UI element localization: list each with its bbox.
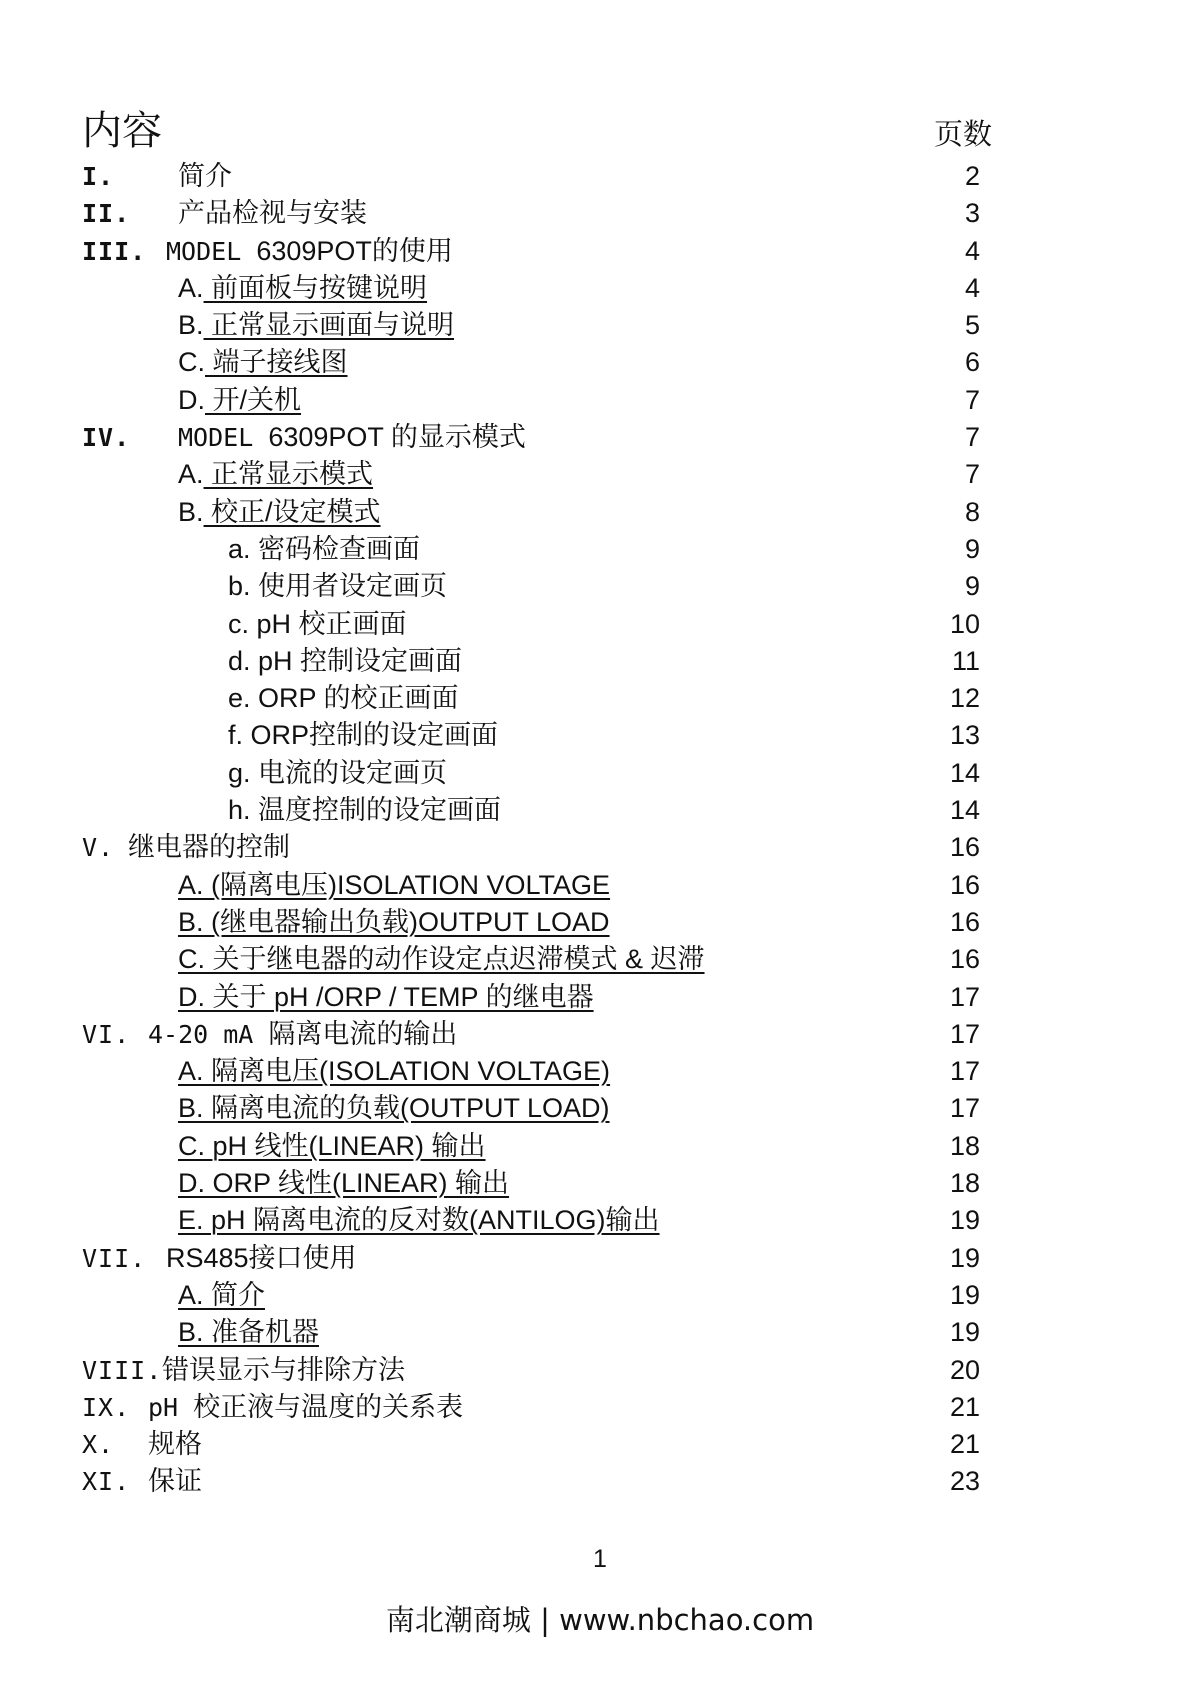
entry-title: A. 隔离电压(ISOLATION VOLTAGE) [178,1056,611,1087]
entry-title: 错误显示与排除方法 [162,1354,405,1385]
page-number: 7 [964,422,980,453]
toc-entry-6d[interactable] [82,1165,992,1202]
page-number: 21 [949,1429,980,1460]
entry-title: e. ORP 的校正画面 [228,683,459,714]
section-number: VI. [82,1019,131,1049]
toc-header [82,104,992,158]
page-number: 10 [949,608,980,639]
entry-prefix: D. [178,384,205,415]
toc-entry-5c[interactable] [82,941,992,978]
section-number: II. [82,199,131,229]
page-number: 2 [964,161,980,191]
toc-entry-section-8[interactable] [82,1352,992,1389]
entry-title: h. 温度控制的设定画面 [228,795,502,826]
section-number: IX. [82,1392,131,1422]
entry-title: a. 密码检查画面 [228,533,421,564]
entry-title: A. 简介 [178,1279,266,1310]
entry-prefix: A. [178,272,204,303]
entry-title: C. pH 线性(LINEAR) 输出 [178,1130,486,1161]
entry-prefix: C. [178,347,205,378]
section-number: VIII. [82,1355,163,1385]
entry-title: f. ORP控制的设定画面 [228,720,499,751]
toc-entry-4b-d[interactable] [82,643,992,680]
page-number: 17 [949,1056,980,1087]
page-number: 17 [949,1018,980,1049]
toc-entry-4b-g[interactable] [82,755,992,792]
entry-title-current: 4-20 mA [148,1019,269,1049]
page-number: 6 [964,347,980,378]
section-number: X. [82,1430,115,1460]
entry-title: b. 使用者设定画页 [228,571,448,602]
page-number: 18 [949,1130,980,1161]
toc-entry-6c[interactable] [82,1128,992,1165]
entry-title: 继电器的控制 [128,832,290,863]
entry-prefix: B. [178,310,204,341]
entry-prefix: A. [178,459,204,490]
toc-entry-4b-f[interactable] [82,717,992,754]
entry-title: E. pH 隔离电流的反对数(ANTILOG)输出 [178,1205,660,1236]
entry-title: 保证 [148,1466,202,1497]
page-number: 12 [949,683,980,714]
toc-entry-6b[interactable] [82,1090,992,1127]
page-number: 4 [964,272,980,303]
toc-entry-4b-a[interactable] [82,531,992,568]
page-number: 14 [949,757,980,788]
toc-entry-section-1[interactable] [82,158,992,195]
entry-title: C. 关于继电器的动作设定点迟滞模式 & 迟滞 [178,944,705,975]
toc-entry-7a[interactable] [82,1277,992,1314]
page-number: 7 [964,459,980,490]
entry-title: 规格 [148,1429,202,1460]
toc-entry-6a[interactable] [82,1053,992,1090]
entry-title: 正常显示模式 [203,459,374,490]
entry-title: 隔离电流的输出 [268,1018,458,1049]
toc-entry-5a[interactable] [82,867,992,904]
entry-title-model: MODEL [178,423,269,453]
page-number: 9 [964,571,980,602]
toc-entry-section-9[interactable] [82,1389,992,1426]
toc-entry-6e[interactable] [82,1202,992,1239]
toc-entry-3c[interactable] [82,344,992,381]
page-number: 11 [951,645,980,676]
toc-entry-5b[interactable] [82,904,992,941]
entry-title: 前面板与按键说明 [203,272,428,303]
toc-entry-4b-c[interactable] [82,606,992,643]
toc-entry-section-7[interactable] [82,1240,992,1277]
section-number: VII. [82,1243,147,1273]
entry-title-model: MODEL [166,236,257,266]
page-number: 3 [964,198,980,229]
entry-title: B. (继电器输出负载)OUTPUT LOAD [178,906,610,937]
entry-title: 6309POT的使用 [256,235,453,266]
entry-title: A. (隔离电压)ISOLATION VOLTAGE [178,869,611,900]
page-number: 16 [949,906,980,937]
toc-entry-section-6[interactable] [82,1016,992,1053]
entry-prefix: B. [178,496,204,527]
page-number: 18 [949,1168,980,1199]
entry-title: 正常显示画面与说明 [203,310,455,341]
toc-entry-section-2[interactable] [82,195,992,232]
toc-entry-section-11[interactable] [82,1463,992,1500]
entry-title: 端子接线图 [205,347,348,378]
toc-entry-4b[interactable] [82,494,992,531]
page-number: 17 [949,1093,980,1124]
page-number: 14 [949,795,980,826]
page-number: 5 [964,310,980,341]
toc-entry-section-5[interactable] [82,829,992,866]
entry-title-ph: pH [148,1392,194,1422]
footer-watermark: 南北潮商城 | www.nbchao.com [385,1603,815,1637]
toc-entry-3b[interactable] [82,307,992,344]
entry-title: D. 关于 pH /ORP / TEMP 的继电器 [178,981,594,1012]
toc-entry-4a[interactable] [82,456,992,493]
entry-title: B. 准备机器 [178,1317,320,1348]
entry-title: RS485接口使用 [166,1242,357,1273]
page-number: 16 [949,944,980,975]
toc-entry-7b[interactable] [82,1314,992,1351]
table-of-contents [82,158,992,1501]
page-number: 7 [964,384,980,415]
toc-entry-5d[interactable] [82,979,992,1016]
page-number: 19 [949,1317,980,1348]
section-number: XI. [82,1467,131,1497]
section-number: IV. [82,423,131,453]
toc-entry-4b-b[interactable] [82,568,992,605]
toc-entry-section-4[interactable] [82,419,992,456]
entry-title: 产品检视与安装 [178,198,367,229]
page-number: 19 [949,1205,980,1236]
entry-title: g. 电流的设定画页 [228,757,448,788]
footer-page-number: 1 [593,1545,607,1573]
toc-entry-3a[interactable] [82,270,992,307]
entry-title: B. 隔离电流的负载(OUTPUT LOAD) [178,1093,610,1124]
toc-title: 内容 [82,109,162,153]
page-number: 21 [949,1391,980,1422]
page-number: 17 [949,981,980,1012]
toc-entry-4b-e[interactable] [82,680,992,717]
entry-title: 开/关机 [205,384,302,415]
entry-title: D. ORP 线性(LINEAR) 输出 [178,1168,510,1199]
entry-title: 校正液与温度的关系表 [193,1391,464,1422]
entry-title: 简介 [178,161,232,191]
page-number: 23 [949,1466,980,1497]
page-number: 4 [964,235,980,266]
section-number: V. [82,833,115,863]
page-number: 9 [964,533,980,564]
entry-title: d. pH 控制设定画面 [228,645,463,676]
entry-title: 6309POT 的显示模式 [268,422,526,453]
page-number: 16 [949,869,980,900]
page-number: 19 [949,1279,980,1310]
page-number: 8 [964,496,980,527]
toc-entry-section-3[interactable] [82,233,992,270]
page-number: 13 [949,720,980,751]
toc-pages-column-title: 页数 [933,119,992,151]
toc-entry-4b-h[interactable] [82,792,992,829]
page-number: 16 [949,832,980,863]
page-number: 20 [949,1354,980,1385]
section-number: I. [82,162,115,191]
section-number: III. [82,236,147,266]
toc-entry-section-10[interactable] [82,1426,992,1463]
entry-title: c. pH 校正画面 [228,608,407,639]
toc-entry-3d[interactable] [82,382,992,419]
page-number: 19 [949,1242,980,1273]
entry-title: 校正/设定模式 [203,496,381,527]
